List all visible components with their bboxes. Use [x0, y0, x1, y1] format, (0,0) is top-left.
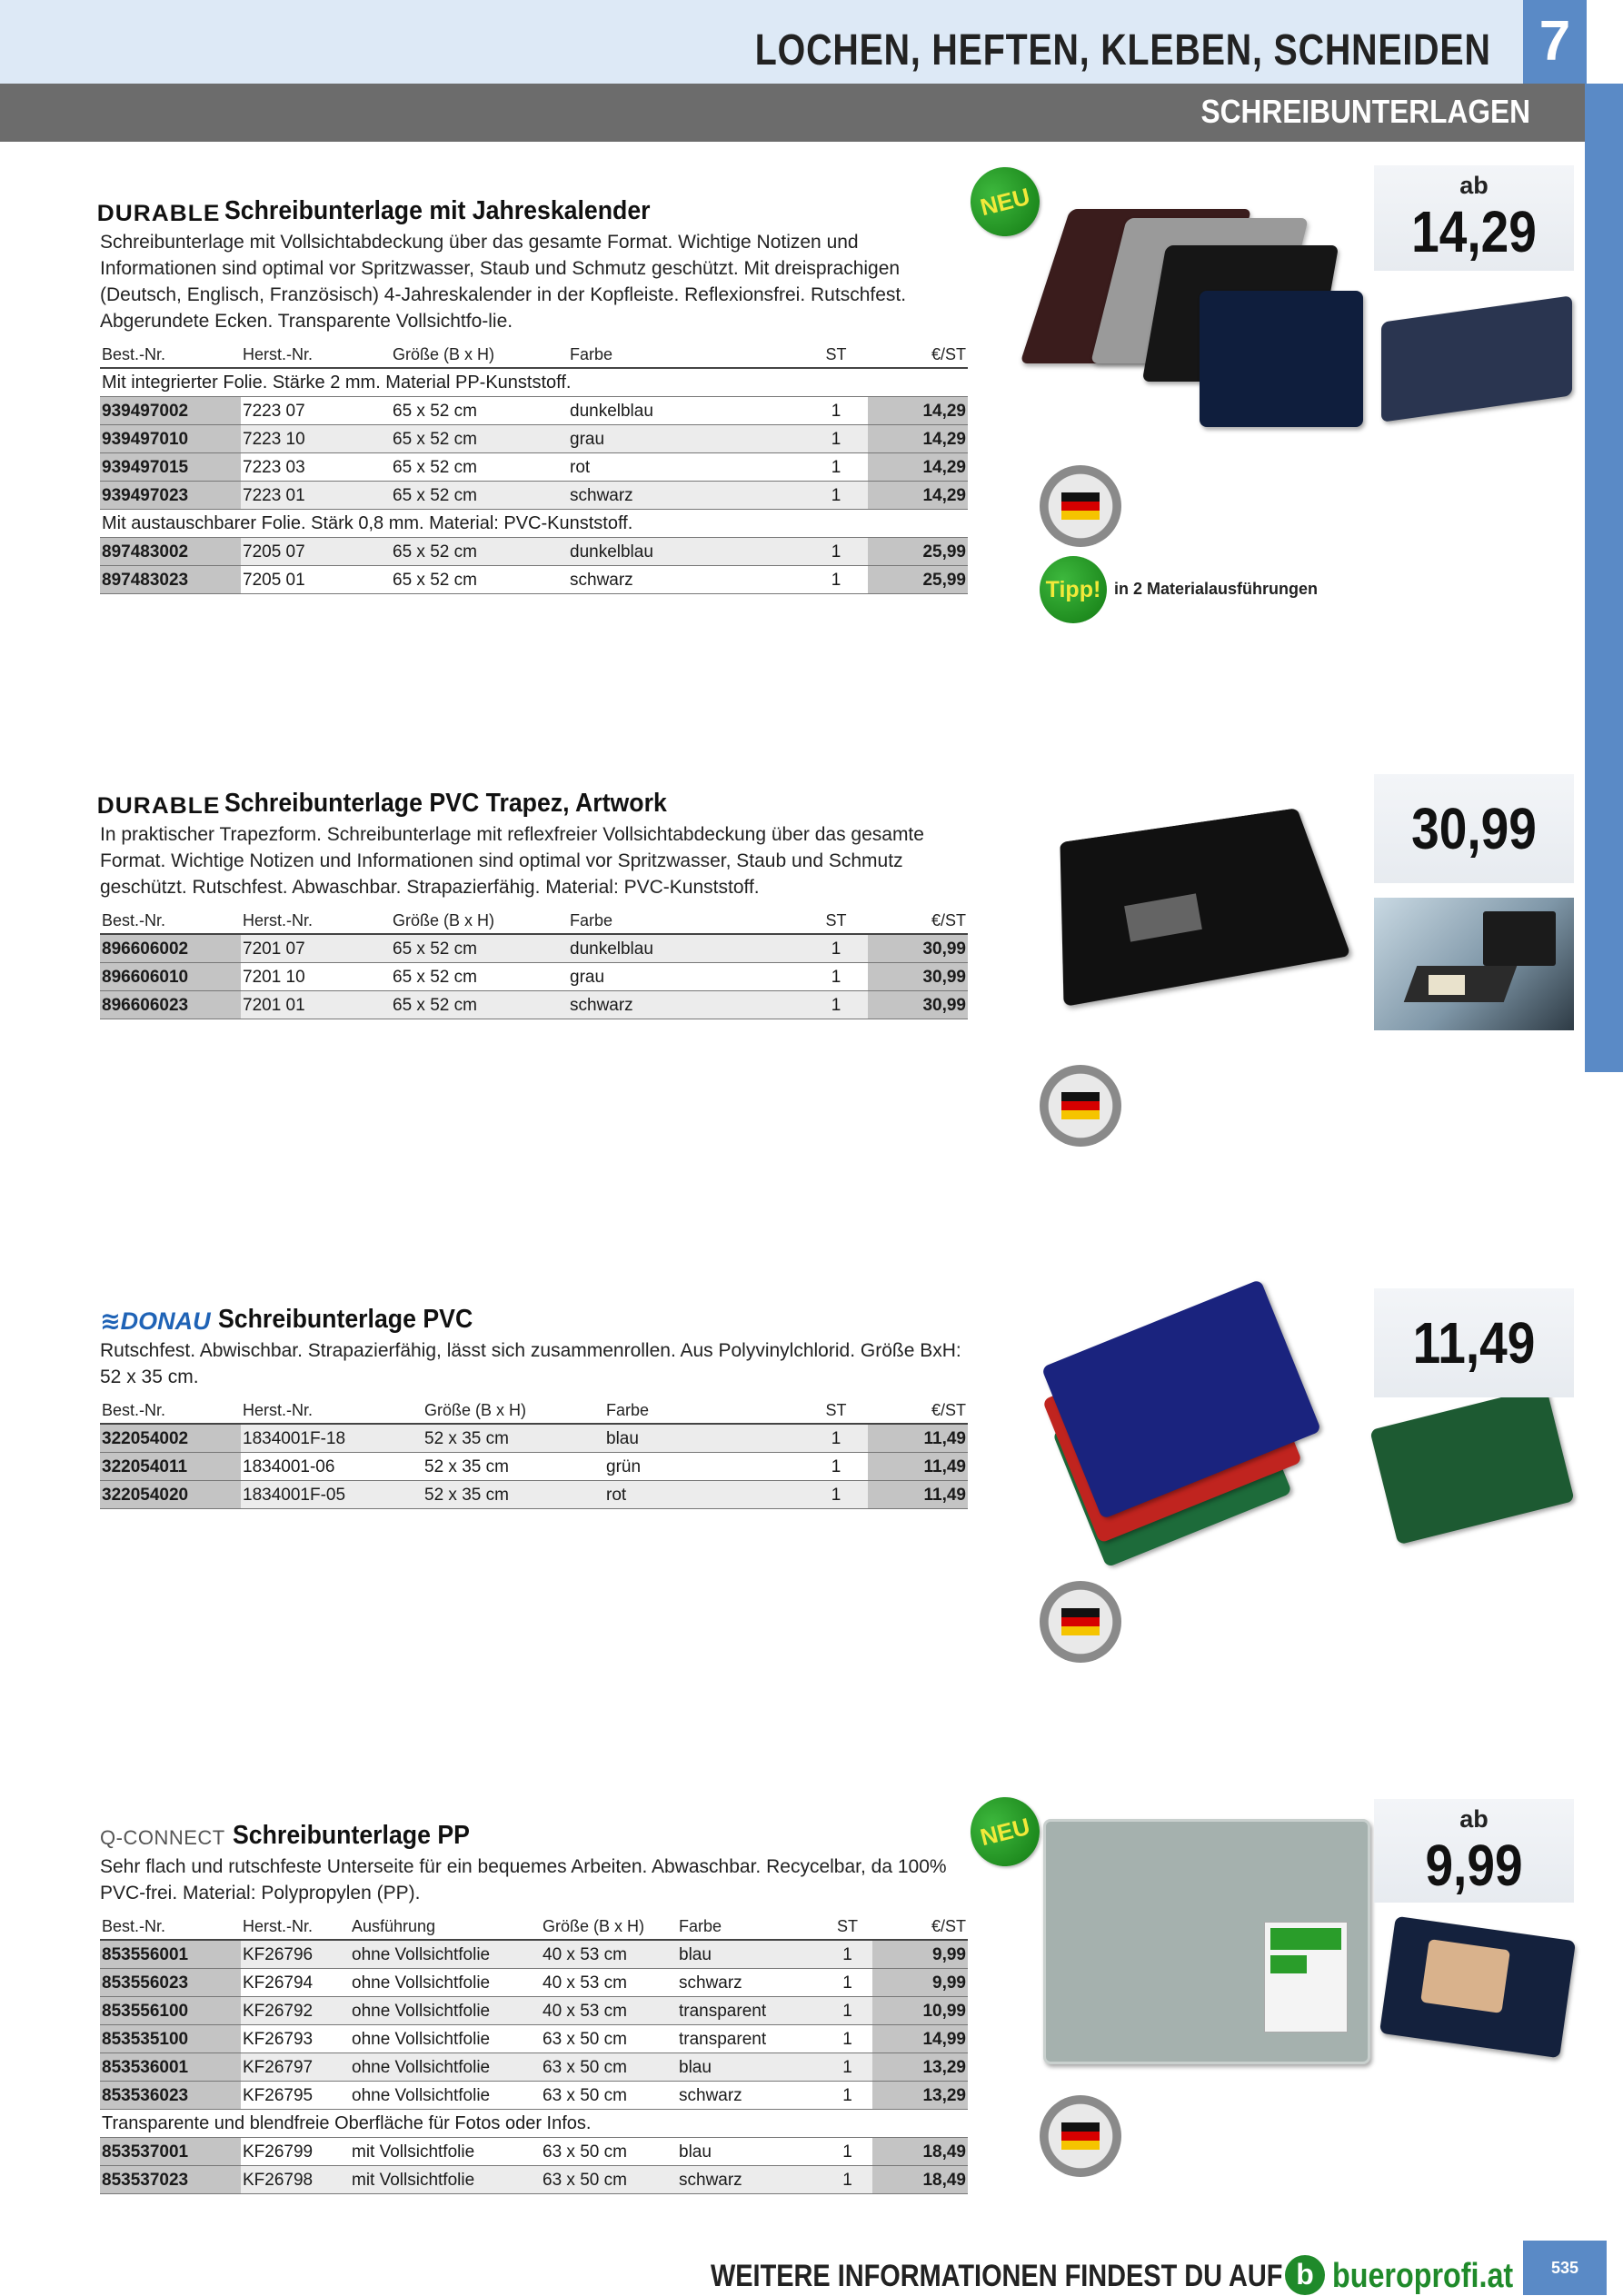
- table-row[interactable]: 853537001 KF26799 mit Vollsichtfolie 63 x 50 cm blau 1 18,49: [100, 2138, 968, 2166]
- column-header: Best.-Nr.: [100, 1397, 241, 1424]
- table-row[interactable]: 853537023 KF26798 mit Vollsichtfolie 63 x 50 cm schwarz 1 18,49: [100, 2166, 968, 2194]
- product-section-3: [100, 1297, 968, 1509]
- table-row[interactable]: 939497023 7223 01 65 x 52 cm schwarz 1 14,29: [100, 482, 968, 510]
- product-table: [100, 908, 968, 1019]
- table-row[interactable]: 853556001 KF26796 ohne Vollsichtfolie 40 x 53 cm blau 1 9,99: [100, 1940, 968, 1969]
- product-description: In praktischer Trapezform. Schreibunterlage mit reflexfreier Vollsichtabdeckung über das gesamte Format. Wichtige Notizen und Informationen sind optimal vor Spritzwasser, Staub und Schmutz geschützt. Rutschfest. Abwaschbar. Strapazierfähig. Material: PVC-Kunststoff.: [100, 824, 924, 898]
- product-header: [100, 1297, 968, 1334]
- table-row[interactable]: 897483002 7205 07 65 x 52 cm dunkelblau 1 25,99: [100, 538, 968, 566]
- column-header: Best.-Nr.: [100, 342, 241, 368]
- product-title: Schreibunterlage PVC Trapez, Artwork: [224, 789, 668, 818]
- product-description: Rutschfest. Abwischbar. Strapazierfähig, lässt sich zusammenrollen. Aus Polyvinylchlorid. Größe BxH: 52 x 35 cm.: [100, 1340, 961, 1387]
- product-title: Schreibunterlage PP: [232, 1821, 470, 1850]
- new-badge: NEU: [963, 160, 1047, 244]
- germany-flag-icon: [1061, 492, 1100, 520]
- product-header: [96, 189, 968, 226]
- product-label: [1264, 1922, 1348, 2033]
- table-row[interactable]: 853536001 KF26797 ohne Vollsichtfolie 63 x 50 cm blau 1 13,29: [100, 2053, 968, 2082]
- made-in-germany-badge: [1040, 2095, 1121, 2177]
- durable-logo: DURABLE: [96, 201, 221, 226]
- price-box: [1374, 165, 1574, 271]
- table-row[interactable]: 896606010 7201 10 65 x 52 cm grau 1 30,99: [100, 963, 968, 991]
- table-header-row: [100, 1913, 968, 1940]
- table-row[interactable]: 853536023 KF26795 ohne Vollsichtfolie 63 x 50 cm schwarz 1 13,29: [100, 2082, 968, 2110]
- footer-url-link[interactable]: bueroprofi.at: [1332, 2257, 1514, 2295]
- product-image-desk-pads: [1036, 182, 1372, 445]
- table-row[interactable]: 897483023 7205 01 65 x 52 cm schwarz 1 25,99: [100, 566, 968, 594]
- product-header: [100, 1814, 968, 1850]
- product-section-4: [100, 1814, 968, 2194]
- product-description: Sehr flach und rutschfeste Unterseite für ein bequemes Arbeiten. Abwaschbar. Recycelbar, da 100% PVC-frei. Material: Polypropylen (PP).: [100, 1856, 947, 1903]
- product-section-1: [96, 189, 968, 594]
- product-image-trapez-pad: [1045, 790, 1345, 1009]
- product-image-transparent-pad: [1043, 1819, 1370, 2064]
- column-header: Größe (B x H): [541, 1913, 677, 1940]
- table-row[interactable]: 853535100 KF26793 ohne Vollsichtfolie 63 x 50 cm transparent 1 14,99: [100, 2025, 968, 2053]
- bueroprofi-logo-icon[interactable]: b: [1285, 2255, 1325, 2295]
- table-header-row: [100, 342, 968, 368]
- chapter-side-tab: [1585, 84, 1623, 1072]
- made-in-germany-badge: [1040, 1581, 1121, 1663]
- chapter-title: LOCHEN, HEFTEN, KLEBEN, SCHNEIDEN: [755, 26, 1491, 75]
- product-title: Schreibunterlage mit Jahreskalender: [224, 196, 651, 225]
- product-section-2: [96, 781, 968, 1019]
- section-title: SCHREIBUNTERLAGEN: [1200, 93, 1530, 130]
- product-table: [100, 1397, 968, 1509]
- column-header: Ausführung: [350, 1913, 541, 1940]
- product-image-photo-pad: [1379, 1916, 1576, 2059]
- waves-icon: ≋: [100, 1307, 121, 1335]
- column-header: €/ST: [868, 342, 968, 368]
- table-row[interactable]: 322054020 1834001F-05 52 x 35 cm rot 1 11,49: [100, 1481, 968, 1509]
- price-value: 9,99: [1425, 1833, 1523, 1898]
- page-number: 535: [1523, 2241, 1607, 2295]
- column-header: Größe (B x H): [423, 1397, 604, 1424]
- table-row[interactable]: 322054011 1834001-06 52 x 35 cm grün 1 11,49: [100, 1453, 968, 1481]
- germany-flag-icon: [1061, 1608, 1100, 1635]
- column-header: Farbe: [568, 908, 804, 934]
- made-in-germany-badge: [1040, 465, 1121, 547]
- price-value: 30,99: [1411, 796, 1537, 861]
- column-header: Herst.-Nr.: [241, 1397, 423, 1424]
- table-note-row: Mit integrierter Folie. Stärke 2 mm. Material PP-Kunststoff.: [100, 368, 968, 397]
- column-header: Best.-Nr.: [100, 908, 241, 934]
- table-header-row: [100, 1397, 968, 1424]
- tipp-text: in 2 Materialausführungen: [1114, 580, 1319, 598]
- table-row[interactable]: 322054002 1834001F-18 52 x 35 cm blau 1 11,49: [100, 1424, 968, 1453]
- product-image-green-pad: [1369, 1387, 1575, 1546]
- footer-text: WEITERE INFORMATIONEN FINDEST DU AUF: [711, 2259, 1283, 2293]
- table-row[interactable]: 939497002 7223 07 65 x 52 cm dunkelblau 1 14,29: [100, 397, 968, 425]
- price-value: 11,49: [1412, 1310, 1536, 1376]
- column-header: Größe (B x H): [391, 342, 568, 368]
- made-in-germany-badge: [1040, 1065, 1121, 1147]
- q-connect-logo: Q-CONNECT: [100, 1826, 225, 1849]
- column-header: Farbe: [604, 1397, 804, 1424]
- column-header: Best.-Nr.: [100, 1913, 241, 1940]
- durable-logo: DURABLE: [96, 793, 221, 819]
- table-row[interactable]: 939497015 7223 03 65 x 52 cm rot 1 14,29: [100, 453, 968, 482]
- column-header: Größe (B x H): [391, 908, 568, 934]
- column-header: €/ST: [868, 908, 968, 934]
- column-header: ST: [804, 908, 868, 934]
- price-box: [1374, 1288, 1574, 1397]
- product-description: Schreibunterlage mit Vollsichtabdeckung über das gesamte Format. Wichtige Notizen und Informationen sind optimal vor Spritzwasser, Staub und Schmutz geschützt. Mit dreisprachigen (Deutsch, Englisch, Französisch) 4-Jahreskalender in der Kopfleiste. Reflexionsfrei. Rutschfest. Abgerundete Ecken. Transparente Vollsichtfo-lie.: [100, 232, 907, 332]
- table-note-row: Mit austauschbarer Folie. Stärk 0,8 mm. Material: PVC-Kunststoff.: [100, 510, 968, 538]
- column-header: ST: [822, 1913, 872, 1940]
- column-header: €/ST: [872, 1913, 968, 1940]
- table-row[interactable]: 896606002 7201 07 65 x 52 cm dunkelblau 1 30,99: [100, 934, 968, 963]
- chapter-number[interactable]: 7: [1523, 0, 1587, 84]
- germany-flag-icon: [1061, 1092, 1100, 1119]
- column-header: €/ST: [868, 1397, 968, 1424]
- price-value: 14,29: [1411, 199, 1537, 264]
- table-row[interactable]: 939497010 7223 10 65 x 52 cm grau 1 14,29: [100, 425, 968, 453]
- table-row[interactable]: 853556100 KF26792 ohne Vollsichtfolie 40 x 53 cm transparent 1 10,99: [100, 1997, 968, 2025]
- table-row[interactable]: 853556023 KF26794 ohne Vollsichtfolie 40 x 53 cm schwarz 1 9,99: [100, 1969, 968, 1997]
- product-table: [100, 1913, 968, 2194]
- price-prefix: ab: [1459, 1805, 1489, 1833]
- price-prefix: ab: [1459, 172, 1489, 199]
- column-header: ST: [804, 1397, 868, 1424]
- germany-flag-icon: [1061, 2122, 1100, 2150]
- section-band: [0, 87, 1585, 142]
- price-box: [1374, 774, 1574, 883]
- tipp-badge: Tipp!: [1040, 556, 1107, 623]
- column-header: ST: [804, 342, 868, 368]
- column-header: Farbe: [568, 342, 804, 368]
- product-table: [100, 342, 968, 594]
- column-header: Herst.-Nr.: [241, 908, 391, 934]
- donau-logo: ≋ DONAU: [100, 1307, 211, 1335]
- price-box: [1374, 1799, 1574, 1903]
- table-header-row: [100, 908, 968, 934]
- product-image-office: [1374, 898, 1574, 1030]
- table-row[interactable]: 896606023 7201 01 65 x 52 cm schwarz 1 30,99: [100, 991, 968, 1019]
- product-image-pvc-pads: [1045, 1290, 1345, 1563]
- new-badge: NEU: [963, 1790, 1047, 1874]
- column-header: Herst.-Nr.: [241, 1913, 350, 1940]
- column-header: Herst.-Nr.: [241, 342, 391, 368]
- product-title: Schreibunterlage PVC: [217, 1305, 473, 1334]
- product-header: [96, 781, 968, 819]
- product-image-detail: [1381, 295, 1572, 422]
- table-note-row: Transparente und blendfreie Oberfläche für Fotos oder Infos.: [100, 2110, 968, 2138]
- column-header: Farbe: [677, 1913, 822, 1940]
